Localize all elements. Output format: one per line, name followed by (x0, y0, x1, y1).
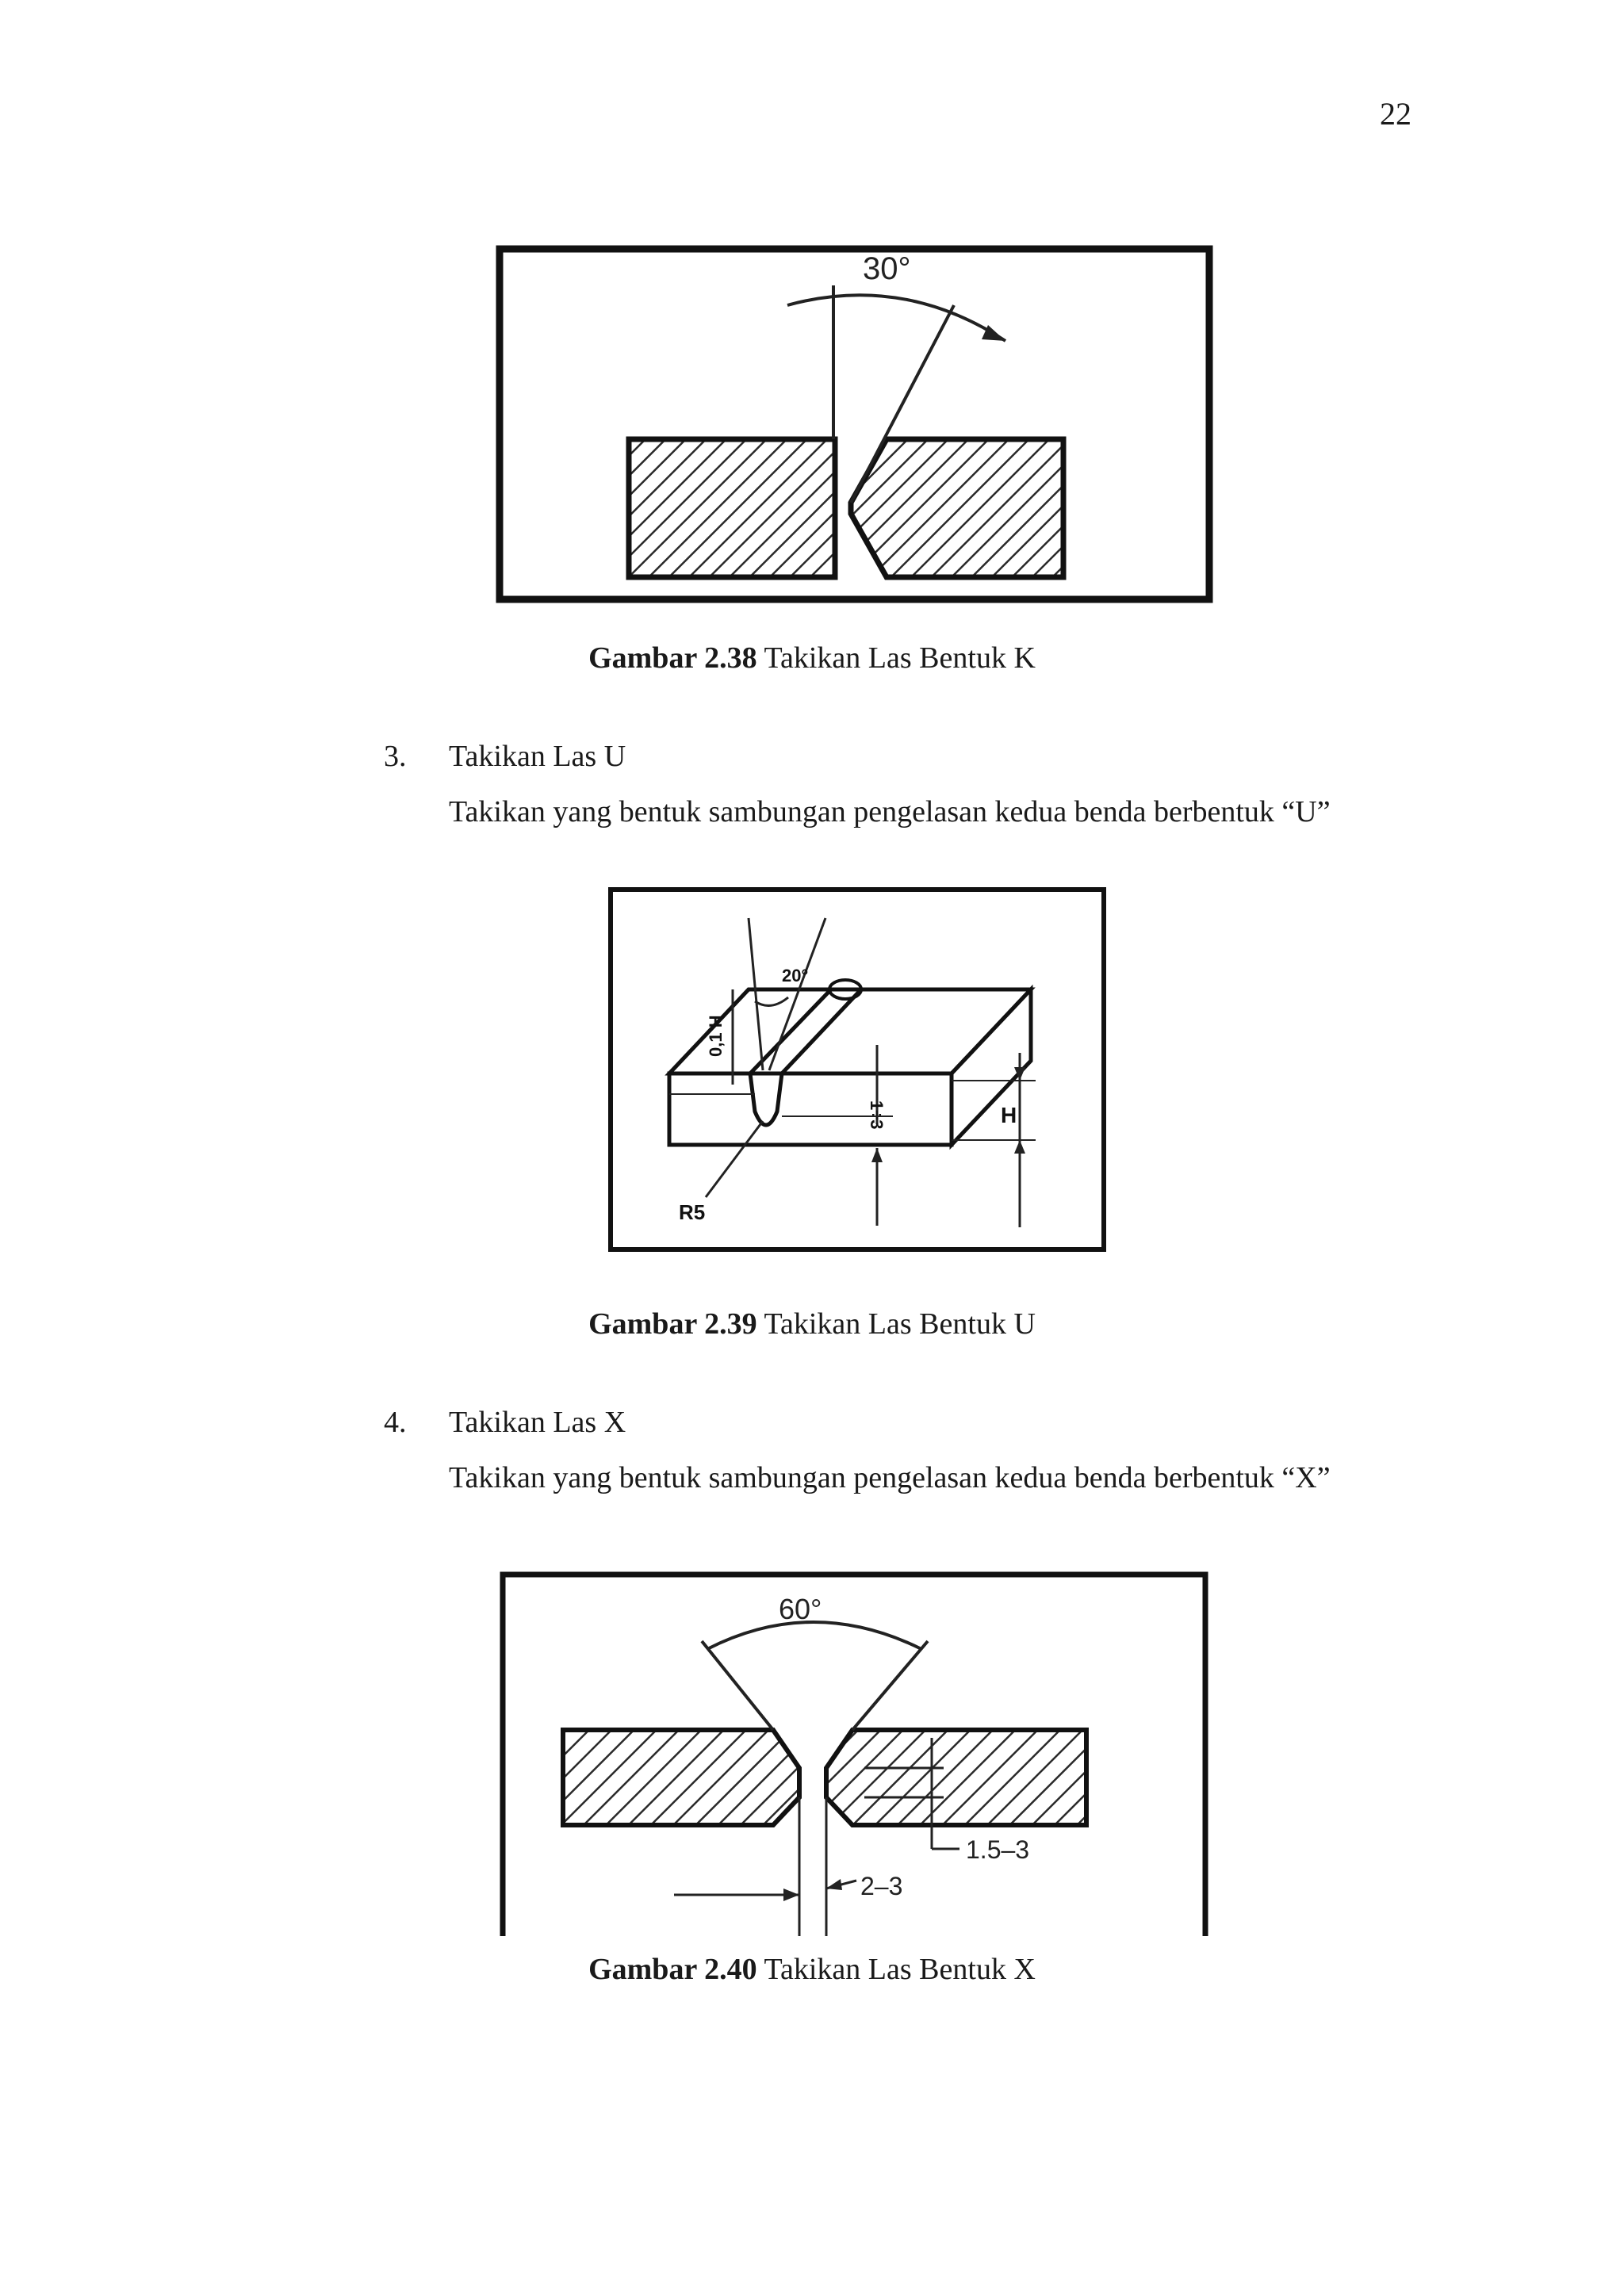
thickness-label: H (1001, 1103, 1017, 1127)
x-groove-drawing (500, 1571, 1213, 1936)
figure-x-groove (500, 1571, 1213, 1936)
caption-label: Gambar 2.38 (588, 641, 757, 675)
list-number: 3. (384, 740, 407, 773)
angle-label: 30° (863, 251, 911, 286)
figure-caption-x (0, 1952, 1624, 1987)
list-number: 4. (384, 1406, 407, 1439)
right-plate (851, 439, 1063, 577)
k-groove-drawing (490, 230, 1228, 618)
list-item-takikan-x (384, 1405, 626, 1440)
radius-label: R5 (679, 1200, 706, 1224)
angle-label: 60° (779, 1593, 822, 1625)
page-number: 22 (1380, 96, 1411, 132)
gap-label: 2–3 (860, 1872, 903, 1900)
root-face-label: 1.5–3 (966, 1835, 1030, 1864)
right-plate (826, 1730, 1086, 1825)
caption-text: Takikan Las Bentuk X (764, 1953, 1036, 1986)
figure-caption-u (0, 1307, 1624, 1341)
gap-label: 1÷3 (867, 1100, 887, 1130)
list-title: Takikan Las X (449, 1406, 626, 1439)
figure-caption-k (0, 641, 1624, 675)
figure-k-groove (490, 230, 1228, 618)
section-description: Takikan yang bentuk sambungan pengelasan kedua benda berbentuk “X” (449, 1461, 1331, 1494)
u-groove-drawing (607, 886, 1112, 1259)
list-title: Takikan Las U (449, 740, 626, 773)
angle-label: 20° (782, 966, 809, 985)
depth-label: 0,1 H (706, 1015, 726, 1057)
left-plate (629, 439, 835, 577)
section-description: Takikan yang bentuk sambungan pengelasan kedua benda berbentuk “U” (449, 795, 1331, 828)
figure-u-groove (607, 886, 1112, 1259)
list-item-takikan-u (384, 739, 626, 774)
caption-label: Gambar 2.40 (588, 1953, 757, 1986)
caption-text: Takikan Las Bentuk K (764, 641, 1036, 675)
left-plate (563, 1730, 799, 1825)
figure-frame (500, 249, 1209, 599)
caption-text: Takikan Las Bentuk U (764, 1307, 1036, 1341)
caption-label: Gambar 2.39 (588, 1307, 757, 1341)
